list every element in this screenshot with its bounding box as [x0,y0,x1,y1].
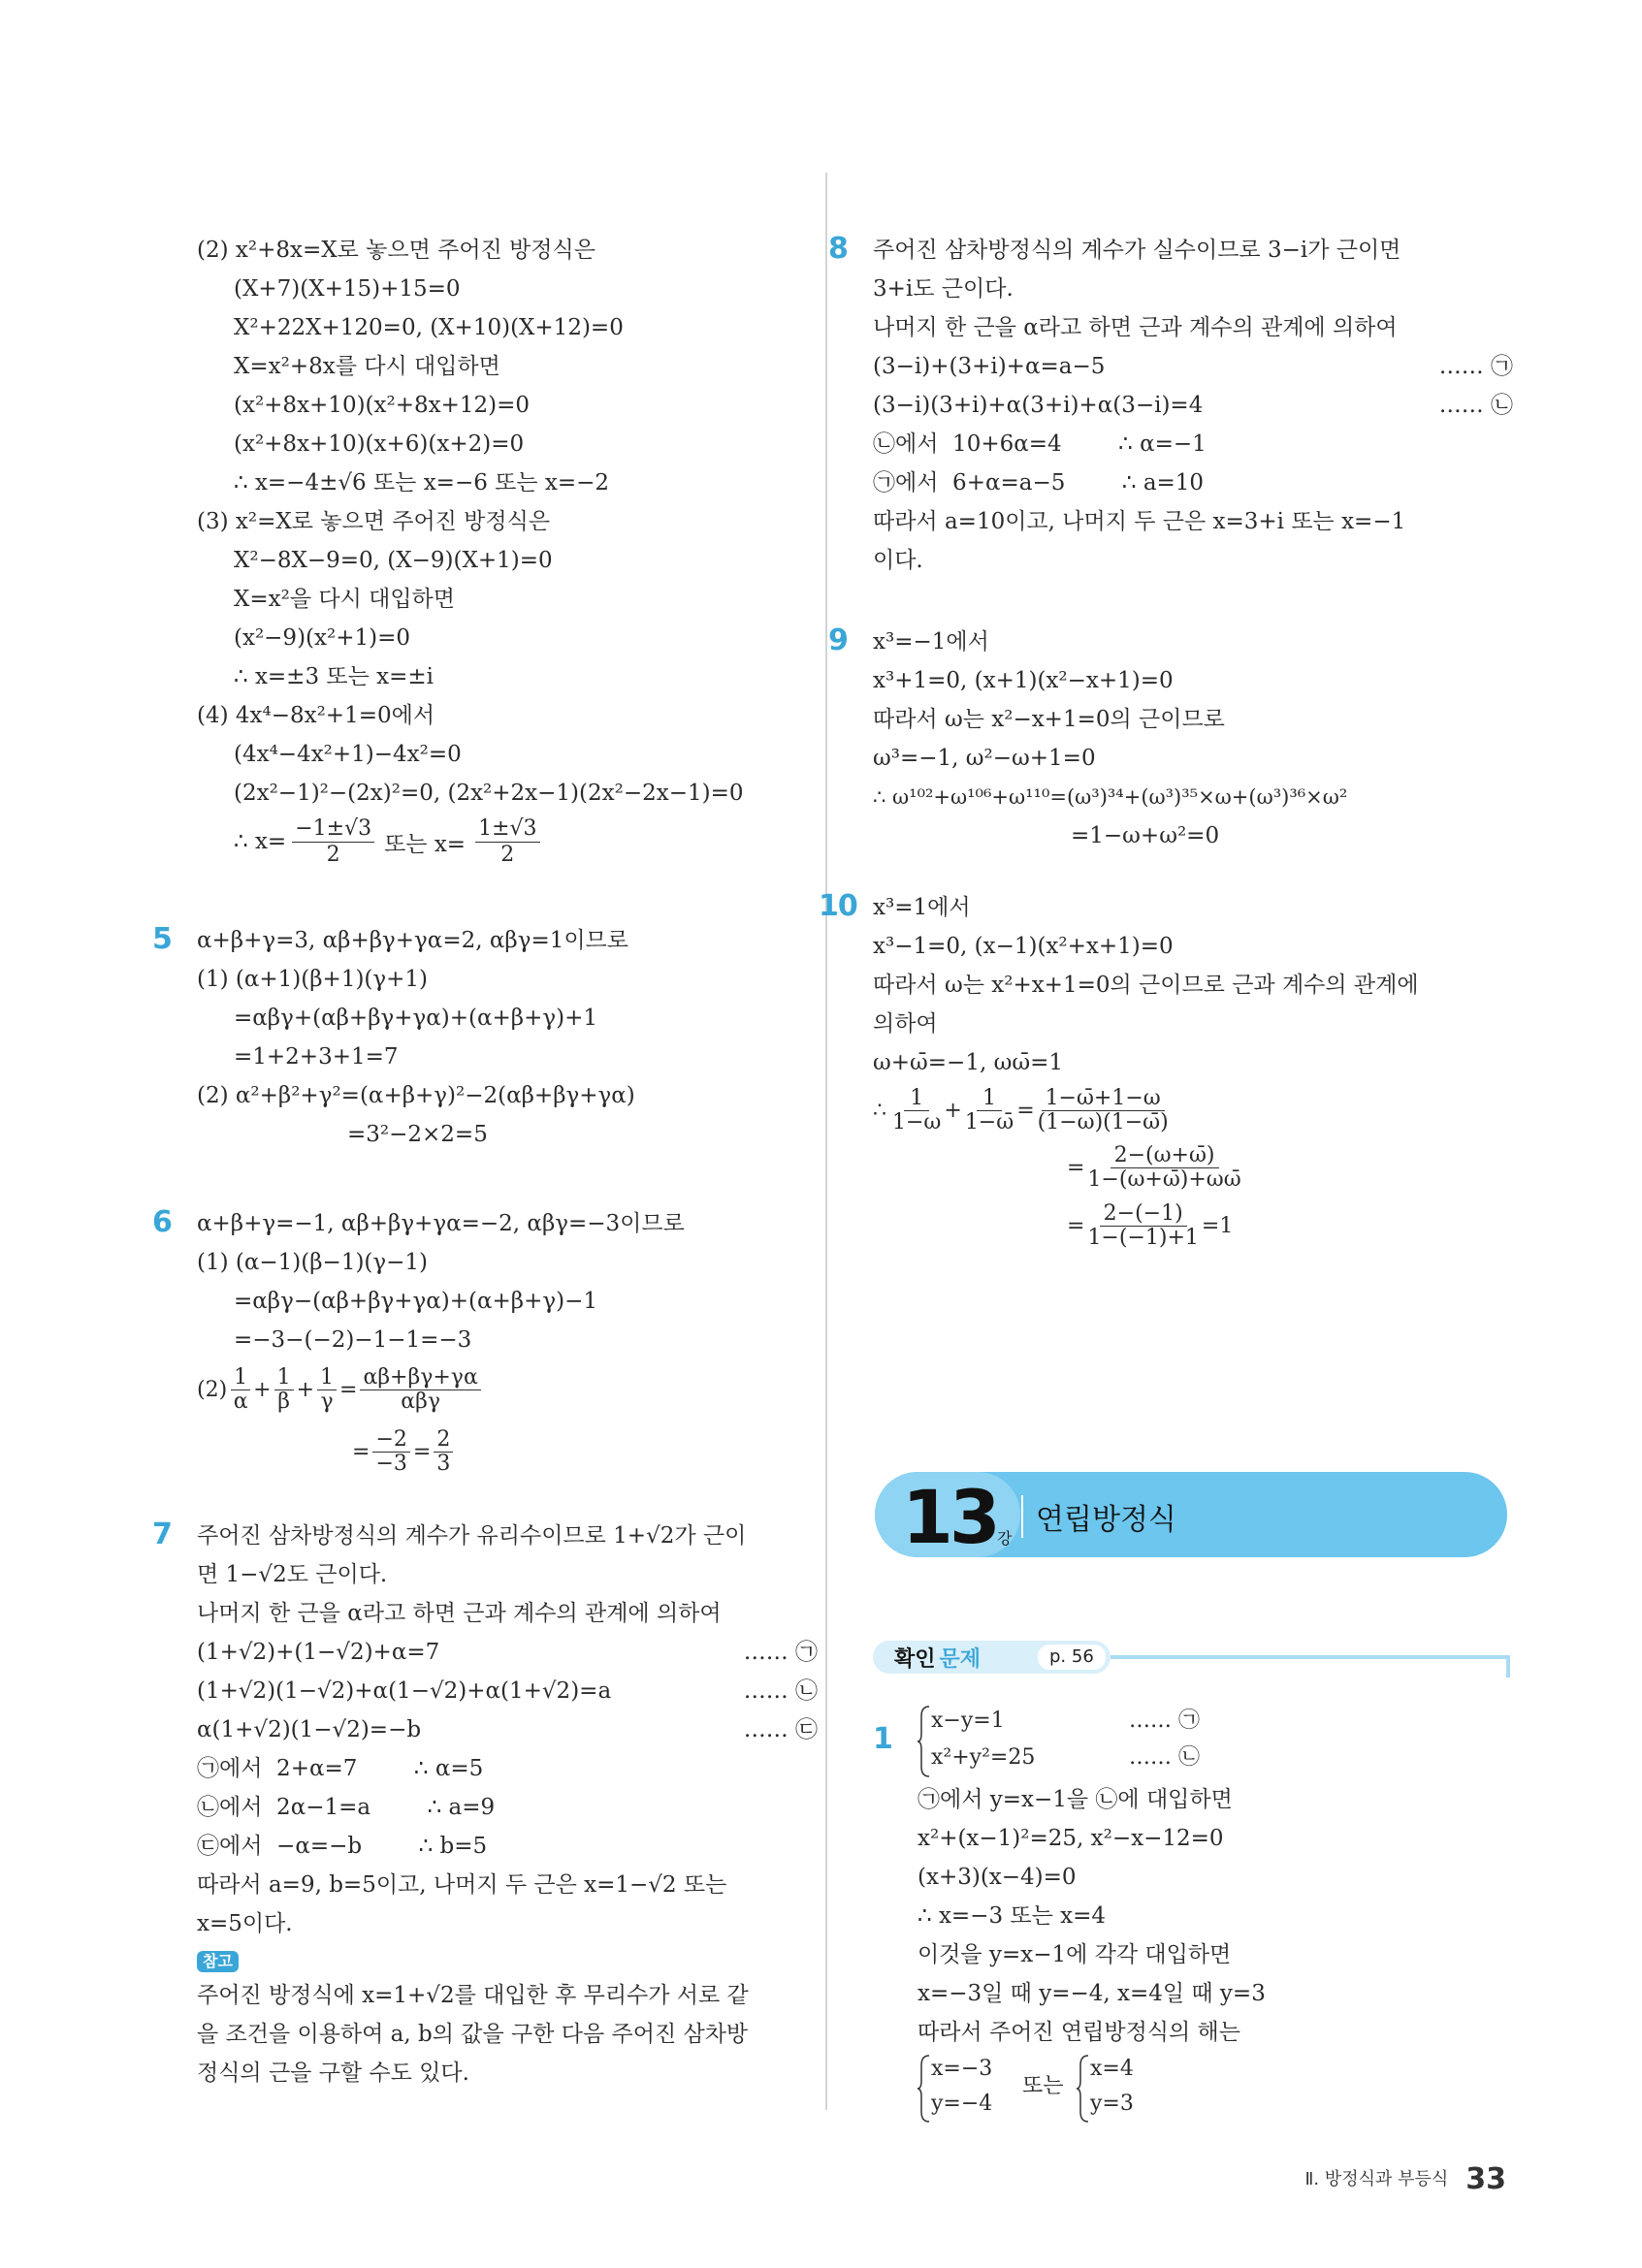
text-line [197,1633,818,1672]
denominator: 1−(ω+ω̄)+ωω̄ [1087,1166,1241,1192]
text-line [873,386,1513,425]
equation-mark: …… ㉡ [1129,1745,1200,1770]
denominator: 1−ω̄ [964,1109,1014,1134]
text-line: 따라서 a=9, b=5이고, 나머지 두 근은 x=1−√2 또는 [197,1872,727,1898]
numerator: 2−(ω+ω̄) [1111,1144,1219,1168]
equation-system [918,1703,1499,1780]
numerator: −2 [372,1428,409,1453]
text-line: 따라서 a=10이고, 나머지 두 근은 x=3+i 또는 x=−1 [873,509,1406,534]
page-number: 33 [1465,2162,1506,2196]
text-line: 따라서 ω는 x²+x+1=0의 근이므로 근과 계수의 관계에 [873,973,1419,998]
brace-icon [918,2054,931,2124]
text-line: ㉡에서 10+6α=4 ∴ α=−1 [873,431,1207,457]
denominator: 2 [326,842,340,867]
note-badge: 참고 [197,1951,239,1972]
chapter-separator [1021,1495,1023,1538]
solution: y=−4 [931,2092,993,2116]
check-label-1: 확인 [894,1647,936,1672]
fraction [434,1428,453,1476]
text-line: 을 조건을 이용하여 a, b의 값을 구한 다음 주어진 삼차방 [197,2022,749,2047]
check-problem-header [873,1635,1513,1683]
fraction [1087,1144,1240,1192]
text-line: X=x²+8x를 다시 대입하면 [234,354,500,379]
final-answer-fraction [197,813,818,871]
denominator: 3 [436,1451,451,1476]
fraction-line: ∴ $\frac{1}{1-\omega}$ + $\frac{1}{1-\omegā}$ = $\frac{1-\omegā+1-\omega}{(1-\omega)(1-\omegā)}$ [873,1085,1169,1134]
text: 주어진 삼차방정식의 계수가 유리수이므로 1+√2가 근이 [197,1523,747,1549]
fraction [965,1087,1014,1134]
text-line: =αβγ+(αβ+βγ+γα)+(α+β+γ)+1 [234,1006,597,1031]
equation-mark: …… ㉡ [1438,393,1513,418]
text: (3−i)(3+i)+α(3+i)+α(3−i)=4 [873,393,1204,418]
text-line: ω³=−1, ω²−ω+1=0 [873,746,1096,771]
text: (3−i)+(3+i)+α=a−5 [873,354,1106,379]
text-line [152,1517,818,1555]
fraction-line: (2) 1 α + $\frac{1}{\beta}$ + $\frac{1}{\gamma}$ = αβ+βγ+γα αβγ [197,1359,818,1420]
fraction-line: = $\frac{-2}{-3}$ = $\frac{2}{3}$ [197,1420,818,1484]
text-line: 나머지 한 근을 α라고 하면 근과 계수의 관계에 의하여 [873,315,1398,340]
right-column [819,231,1513,1255]
problem-number: 1 [873,1722,892,1756]
numerator: −1±√3 [292,816,374,843]
text-line [197,1672,818,1710]
fraction [475,816,539,868]
text-line: 따라서 ω는 x²−x+1=0의 근이므로 [873,707,1225,732]
text-line: (3) x²=X로 놓으면 주어진 방정식은 [197,509,551,534]
text-line: (x+3)(x−4)=0 [918,1865,1077,1890]
fraction [1038,1087,1169,1134]
text-line: ㉡에서 2α−1=a ∴ a=9 [197,1795,496,1820]
left-column [152,231,818,2092]
problem-number: 7 [152,1517,172,1551]
text: α+β+γ=−1, αβ+βγ+γα=−2, αβγ=−3이므로 [197,1211,685,1236]
numerator: 1±√3 [475,816,539,843]
equation-mark: …… ㉠ [1438,354,1513,379]
text: (1+√2)+(1−√2)+α=7 [197,1640,440,1665]
text-line: (1) (α−1)(β−1)(γ−1) [197,1250,429,1275]
text-line [197,1710,818,1749]
column-divider [825,173,827,2110]
equation-mark: …… ㉡ [743,1678,818,1704]
text-line: (2) x²+8x=X로 놓으면 주어진 방정식은 [197,238,596,263]
text-line: x³+1=0, (x+1)(x²−x+1)=0 [873,668,1174,693]
text-line: (1) (α+1)(β+1)(γ+1) [197,967,429,992]
solution: x=−3 [931,2057,993,2081]
text-line: X²−8X−9=0, (X−9)(X+1)=0 [234,548,553,573]
problem-9 [828,623,1513,855]
text-line: (4) 4x⁴−8x²+1=0에서 [197,703,435,728]
text-line: =3²−2×2=5 [347,1122,488,1147]
text-line: x=−3일 때 y=−4, x=4일 때 y=3 [918,1981,1266,2006]
numerator: αβ+βγ+γα [360,1366,480,1390]
text-line: ∴ ω¹⁰²+ω¹⁰⁶+ω¹¹⁰=(ω³)³⁴+(ω³)³⁵×ω+(ω³)³⁶×ω² [873,785,1348,809]
text-line: ㉠에서 y=x−1을 ㉡에 대입하면 [918,1787,1233,1812]
text-line: x=5이다. [197,1911,293,1936]
solution-system [918,2052,1499,2125]
text: =1 [1201,1213,1234,1238]
numerator: 2 [434,1428,453,1453]
numerator: 2−(−1) [1100,1202,1187,1227]
denominator: γ [320,1389,334,1414]
problem-6 [152,1204,818,1484]
denominator: 1−ω [892,1109,942,1134]
fraction-line: = $\frac{2-(-1)}{1-(-1)+1}$ =1 [1067,1200,1234,1250]
fraction [292,816,374,868]
text-line: X²+22X+120=0, (X+10)(X+12)=0 [234,315,624,340]
fraction [360,1366,480,1414]
section-title: Ⅱ. 방정식과 부등식 [1304,2169,1449,2189]
text: 또는 x= [384,831,467,857]
text-line: (2x²−1)²−(2x)²=0, (2x²+2x−1)(2x²−2x−1)=0 [234,781,744,806]
chapter-banner [871,1468,1511,1561]
text: 주어진 삼차방정식의 계수가 실수이므로 3−i가 근이면 [873,238,1401,263]
text-line: 따라서 주어진 연립방정식의 해는 [918,2020,1240,2045]
text-line [828,231,1513,270]
text-line [819,888,1513,927]
text-line: (x²+8x+10)(x²+8x+12)=0 [234,393,531,418]
problem-number: 10 [819,889,857,923]
text-line: ω+ω̄=−1, ωω̄=1 [873,1050,1063,1075]
chapter-number: 13 [902,1474,997,1560]
or-text: 또는 [1022,2074,1064,2098]
page-ref-badge: p. 56 [1038,1645,1106,1670]
solution: y=3 [1090,2092,1134,2116]
problem-8 [828,231,1513,580]
denominator: α [233,1389,248,1414]
denominator: 1−(−1)+1 [1087,1225,1199,1250]
problem-10 [819,888,1513,1255]
text-line: (x²+8x+10)(x+6)(x+2)=0 [234,431,525,457]
fraction-line: = $\frac{2-(\omega+\omegā)}{1-(\omega+\omegā)+\omega\omegā}$ [1067,1142,1241,1192]
text-line [828,623,1513,661]
fraction: $\frac{1}{\beta}$ [274,1366,294,1414]
text-line: 의하여 [873,1011,938,1037]
text-line: ㉠에서 2+α=7 ∴ α=5 [197,1756,484,1781]
numerator: 1 [977,1087,1002,1111]
text-line: 정식의 근을 구할 수도 있다. [197,2060,469,2086]
text: x³=−1에서 [873,629,989,655]
text-line [873,347,1513,386]
equation-mark: …… ㉢ [743,1717,818,1742]
text-line: 이다. [873,548,923,573]
fraction [372,1428,409,1476]
problem-number: 5 [152,922,172,956]
text-line [152,921,818,960]
denominator: (1−ω)(1−ω̄) [1037,1109,1169,1134]
denominator: 2 [500,842,515,867]
brace-icon [1077,2054,1090,2124]
equation: x²+y²=25 [931,1745,1036,1770]
page-footer [1305,2162,1507,2196]
problem-number: 8 [828,232,848,266]
text-line: 이것을 y=x−1에 각각 대입하면 [918,1942,1232,1967]
text: x³=1에서 [873,895,971,920]
text-line: (2) α²+β²+γ²=(α+β+γ)²−2(αβ+βγ+γα) [197,1083,635,1108]
text-line: (x²−9)(x²+1)=0 [234,625,410,651]
text: α+β+γ=3, αβ+βγ+γα=2, αβγ=1이므로 [197,928,628,953]
text-line: (X+7)(X+15)+15=0 [234,276,461,302]
text-line: ㉢에서 −α=−b ∴ b=5 [197,1834,488,1859]
numerator: 1−ω̄+1−ω [1042,1087,1165,1111]
problem-7 [152,1517,818,2092]
text-line: ∴ x=−3 또는 x=4 [918,1903,1107,1929]
check-label-2: 문제 [939,1647,982,1672]
fraction [892,1087,941,1134]
denominator: −3 [375,1451,407,1476]
text-line: =1−ω+ω²=0 [1071,823,1220,848]
check-label [894,1643,981,1673]
text-line: 면 1−√2도 근이다. [197,1562,388,1587]
text-line: ∴ x=±3 또는 x=±i [234,664,435,689]
text-line: =αβγ−(αβ+βγ+γα)+(α+β+γ)−1 [234,1289,597,1314]
note-badge-line [197,1943,818,1976]
problem-5 [152,921,818,1154]
denominator: β [277,1389,290,1414]
text-line: (4x⁴−4x²+1)−4x²=0 [234,742,462,767]
text: (1+√2)(1−√2)+α(1−√2)+α(1+√2)=a [197,1678,612,1704]
text-line: =−3−(−2)−1−1=−3 [234,1327,472,1353]
text-line: ㉠에서 6+α=a−5 ∴ a=10 [873,470,1205,495]
equation-mark: …… ㉠ [1129,1709,1200,1733]
problem-number: 9 [828,623,848,657]
solution: x=4 [1090,2057,1134,2081]
text: α(1+√2)(1−√2)=−b [197,1717,422,1742]
equation-mark: …… ㉠ [743,1640,818,1665]
chapter-suffix: 강 [997,1529,1013,1548]
numerator: 1 [904,1087,929,1111]
brace-icon [918,1705,931,1778]
text-line: =1+2+3+1=7 [234,1044,399,1070]
chapter-title: 연립방정식 [1036,1503,1176,1537]
problem-number: 6 [152,1205,172,1239]
text-line: x²+(x−1)²=25, x²−x−12=0 [918,1826,1224,1851]
text-line: X=x²을 다시 대입하면 [234,587,455,612]
text-line: 3+i도 근이다. [873,276,1014,302]
text: ∴ x= [234,829,287,854]
question-1 [873,1703,1499,2125]
fraction [1087,1202,1198,1250]
fraction: 1 α [231,1366,250,1414]
denominator: αβγ [401,1389,441,1414]
text-line [152,1204,818,1243]
text: (2) [197,1377,228,1402]
text-line: 나머지 한 근을 α라고 하면 근과 계수의 관계에 의하여 [197,1601,722,1626]
problem-4-continued [197,231,818,871]
text-line: x³−1=0, (x−1)(x²+x+1)=0 [873,934,1174,959]
text-line: 주어진 방정식에 x=1+√2를 대입한 후 무리수가 서로 같 [197,1983,749,2008]
fraction: $\frac{1}{\gamma}$ [317,1366,337,1414]
text-line: ∴ x=−4±√6 또는 x=−6 또는 x=−2 [234,470,610,495]
equation: x−y=1 [931,1709,1005,1733]
